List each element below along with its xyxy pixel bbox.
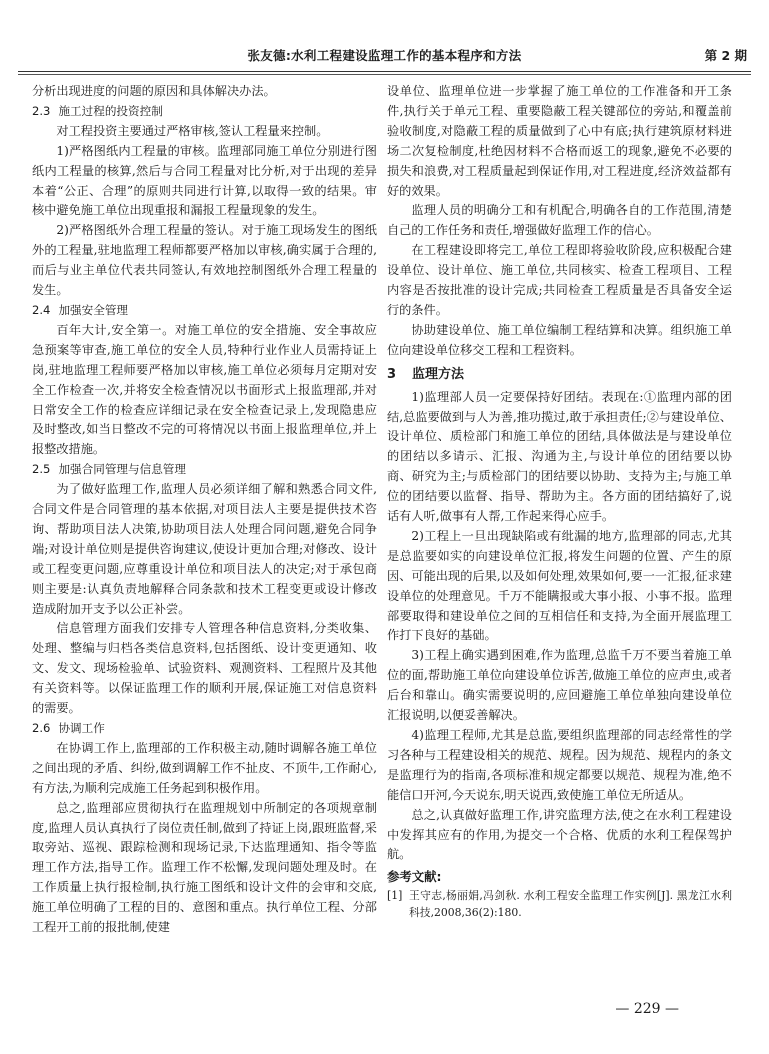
paragraph: 在工程建设即将完工,单位工程即将验收阶段,应积极配合建设单位、设计单位、施工单位,共同核实、检查工程项目、工程内容是否按批准的设计完成;共同检查工程质量是否具备安全运行的条件。 [387, 243, 732, 317]
paragraph: 协助建设单位、施工单位编制工程结算和决算。组织施工单位向建设单位移交工程和工程资料。 [387, 322, 732, 357]
running-header [18, 40, 751, 68]
reference-item [387, 887, 732, 921]
continuation-paragraph: 分析出现进度的问题的原因和具体解决办法。 [32, 84, 276, 98]
issue-number: 第 2 期 [704, 48, 747, 63]
paragraph: 4)监理工程师,尤其是总监,要组织监理部的同志经常性的学习各种与工程建设相关的规范、规程。因为规范、规程内的条文是监理行为的指南,各项标准和规定都要以规范、规程为准,绝不能信口开河,今天说东,明天说西,致使施工单位无所适从。 [387, 728, 732, 802]
paragraph: 1)严格图纸内工程量的审核。监理部同施工单位分别进行图纸内工程量的核算,然后与合同工程量对比分析,对于出现的差异本着“公正、合理”的原则共同进行计算,以取得一致的结果。审核中避免施工单位出现重报和漏报工程量现象的发生。 [32, 143, 377, 218]
paragraph: 对工程投资主要通过严格审核,签认工程量来控制。 [56, 123, 329, 138]
running-header-title: 张友德:水利工程建设监理工作的基本程序和方法 [247, 48, 522, 63]
reference-text: 王守志,杨丽娟,冯剑秋. 水利工程安全监理工作实例[J]. 黑龙江水利科技,2008,36(2):180. [409, 889, 732, 920]
section-title: 监理方法 [412, 366, 465, 382]
section-title: 加强合同管理与信息管理 [58, 462, 186, 477]
header-rule-thin [18, 74, 751, 75]
left-column [32, 82, 377, 938]
paragraph: 2)工程上一旦出现缺陷或有纰漏的地方,监理部的同志,尤其是总监要如实的向建设单位汇报,将发生问题的位置、产生的原因、可能出现的后果,以及如何处理,效果如何,要一一汇报,征求建设单位的处理意见。千万不能瞒报或大事小报、小事不报。监理部要取得和建设单位之间的互相信任和支持,为全面开展监理工作打下良好的基础。 [387, 528, 732, 643]
paragraph: 3)工程上确实遇到困难,作为监理,总监千万不要当着施工单位的面,帮助施工单位向建设单位诉苦,做施工单位的应声虫,或者后台和靠山。确实需要说明的,应回避施工单位单独向建设单位汇报说明,以便妥善解决。 [387, 648, 732, 723]
section-2-3-heading [32, 102, 377, 122]
paragraph: 总之,认真做好监理工作,讲究监理方法,使之在水利工程建设中发挥其应有的作用,为提交一个合格、优质的水利工程保驾护航。 [387, 807, 732, 862]
paragraph: 2)严格图纸外合理工程量的签认。对于施工现场发生的图纸外的工程量,驻地监理工程师都要严格加以审核,确实属于合理的,而后与业主单位代表共同签认,有效地控制图纸外合理工程量的发生。 [32, 223, 377, 298]
paragraph: 为了做好监理工作,监理人员必须详细了解和熟悉合同文件,合同文件是合同管理的基本依据,对项目法人主要是提供技术咨询、帮助项目法人决策,协助项目法人处理合同问题,避免合同争端;对设计单位则是提供咨询建议,使设计更加合理;对修改、设计或工程变更问题,应尊重设计单位和项目法人的决定;对于承包商则主要是:认真负责地解释合同条款和技术工程变更或设计修改造成附加开支予以公正补尝。 [32, 482, 377, 616]
section-title: 加强安全管理 [58, 302, 129, 317]
paragraph: 监理人员的明确分工和有机配合,明确各自的工作范围,清楚自己的工作任务和责任,增强做好监理工作的信心。 [387, 203, 732, 238]
section-number: 2.3 [32, 103, 51, 118]
paragraph: 总之,监理部应贯彻执行在监理规划中所制定的各项规章制度,监理人员认真执行了岗位责任制,做到了持证上岗,跟班监督,采取旁站、巡视、跟踪检测和现场记录,下达监理通知、指令等监理工作方法,指导工作。监理工作不松懈,发现问题处理及时。在工作质量上执行报检制,执行施工图纸和设计文件的会审和交底,施工单位明确了工程的目的、意图和重点。执行单位工程、分部工程开工前的报批制,使建 [32, 800, 377, 935]
header-rule [18, 71, 751, 72]
section-2-6-heading [32, 719, 377, 739]
section-number: 2.5 [32, 462, 51, 477]
paragraph: 1)监理部人员一定要保持好团结。表现在:①监理内部的团结,总监要做到与人为善,推功揽过,敢于承担责任;②与建设单位、设计单位、质检部门和施工单位的团结,具体做法是与建设单位的团结以多请示、汇报、沟通为主,与设计单位的团结要以协商、研究为主;与质检部门的团结要以协助、支持为主;与施工单位的团结要以监督、指导、帮助为主。各方面的团结搞好了,说话有人听,做事有人帮,工作起来得心应手。 [387, 389, 732, 524]
section-title: 协调工作 [58, 721, 105, 735]
section-number: 3 [387, 366, 397, 382]
right-column [387, 82, 732, 921]
paragraph: 信息管理方面我们安排专人管理各种信息资料,分类收集、处理、整编与归档各类信息资料,包括图纸、设计变更通知、收文、发文、现场检验单、试验资料、观测资料、工程照片及其他有关资料等。以保证监理工作的顺利开展,保证施工对信息资料的需要。 [32, 621, 377, 716]
page-number: — 229 — [615, 1001, 679, 1017]
section-number: 2.4 [32, 302, 51, 317]
section-2-4-heading [32, 301, 377, 321]
reference-index: [1] [387, 889, 403, 903]
paragraph: 在协调工作上,监理部的工作积极主动,随时调解各施工单位之间出现的矛盾、纠纷,做到调解工作不扯皮、不顶牛,工作耐心,有方法,为顺利完成施工任务起到积极作用。 [32, 740, 377, 795]
section-2-5-heading [32, 460, 377, 480]
continuation-paragraph: 设单位、监理单位进一步掌握了施工单位的工作准备和开工条件,执行关于单元工程、重要隐蔽工程关键部位的旁站,和覆盖前验收制度,对隐蔽工程的质量做到了心中有底;执行建筑原材料进场二次复检制度,杜绝因材料不合格而返工的现象,避免不必要的损失和浪费,对工程质量起到保证作用,对工程进度,经济效益都有好的效果。 [387, 84, 732, 198]
references-title: 参考文献: [387, 869, 442, 885]
section-number: 2.6 [32, 721, 51, 735]
section-title: 施工过程的投资控制 [58, 103, 163, 118]
section-3-heading [387, 365, 732, 385]
paragraph: 百年大计,安全第一。对施工单位的安全措施、安全事故应急预案等审查,施工单位的安全人员,特种行业作业人员需持证上岗,驻地监理工程师要严格加以审核,施工单位必须每月定期对安全工作检查一次,并将安全检查情况以书面形式上报监理部,并对日常安全工作的检查应详细记录在安全检查记录上,发现隐患应及时整改,如当日整改不完的可将情况以书面上报监理单位,并上报整改措施。 [32, 322, 377, 457]
